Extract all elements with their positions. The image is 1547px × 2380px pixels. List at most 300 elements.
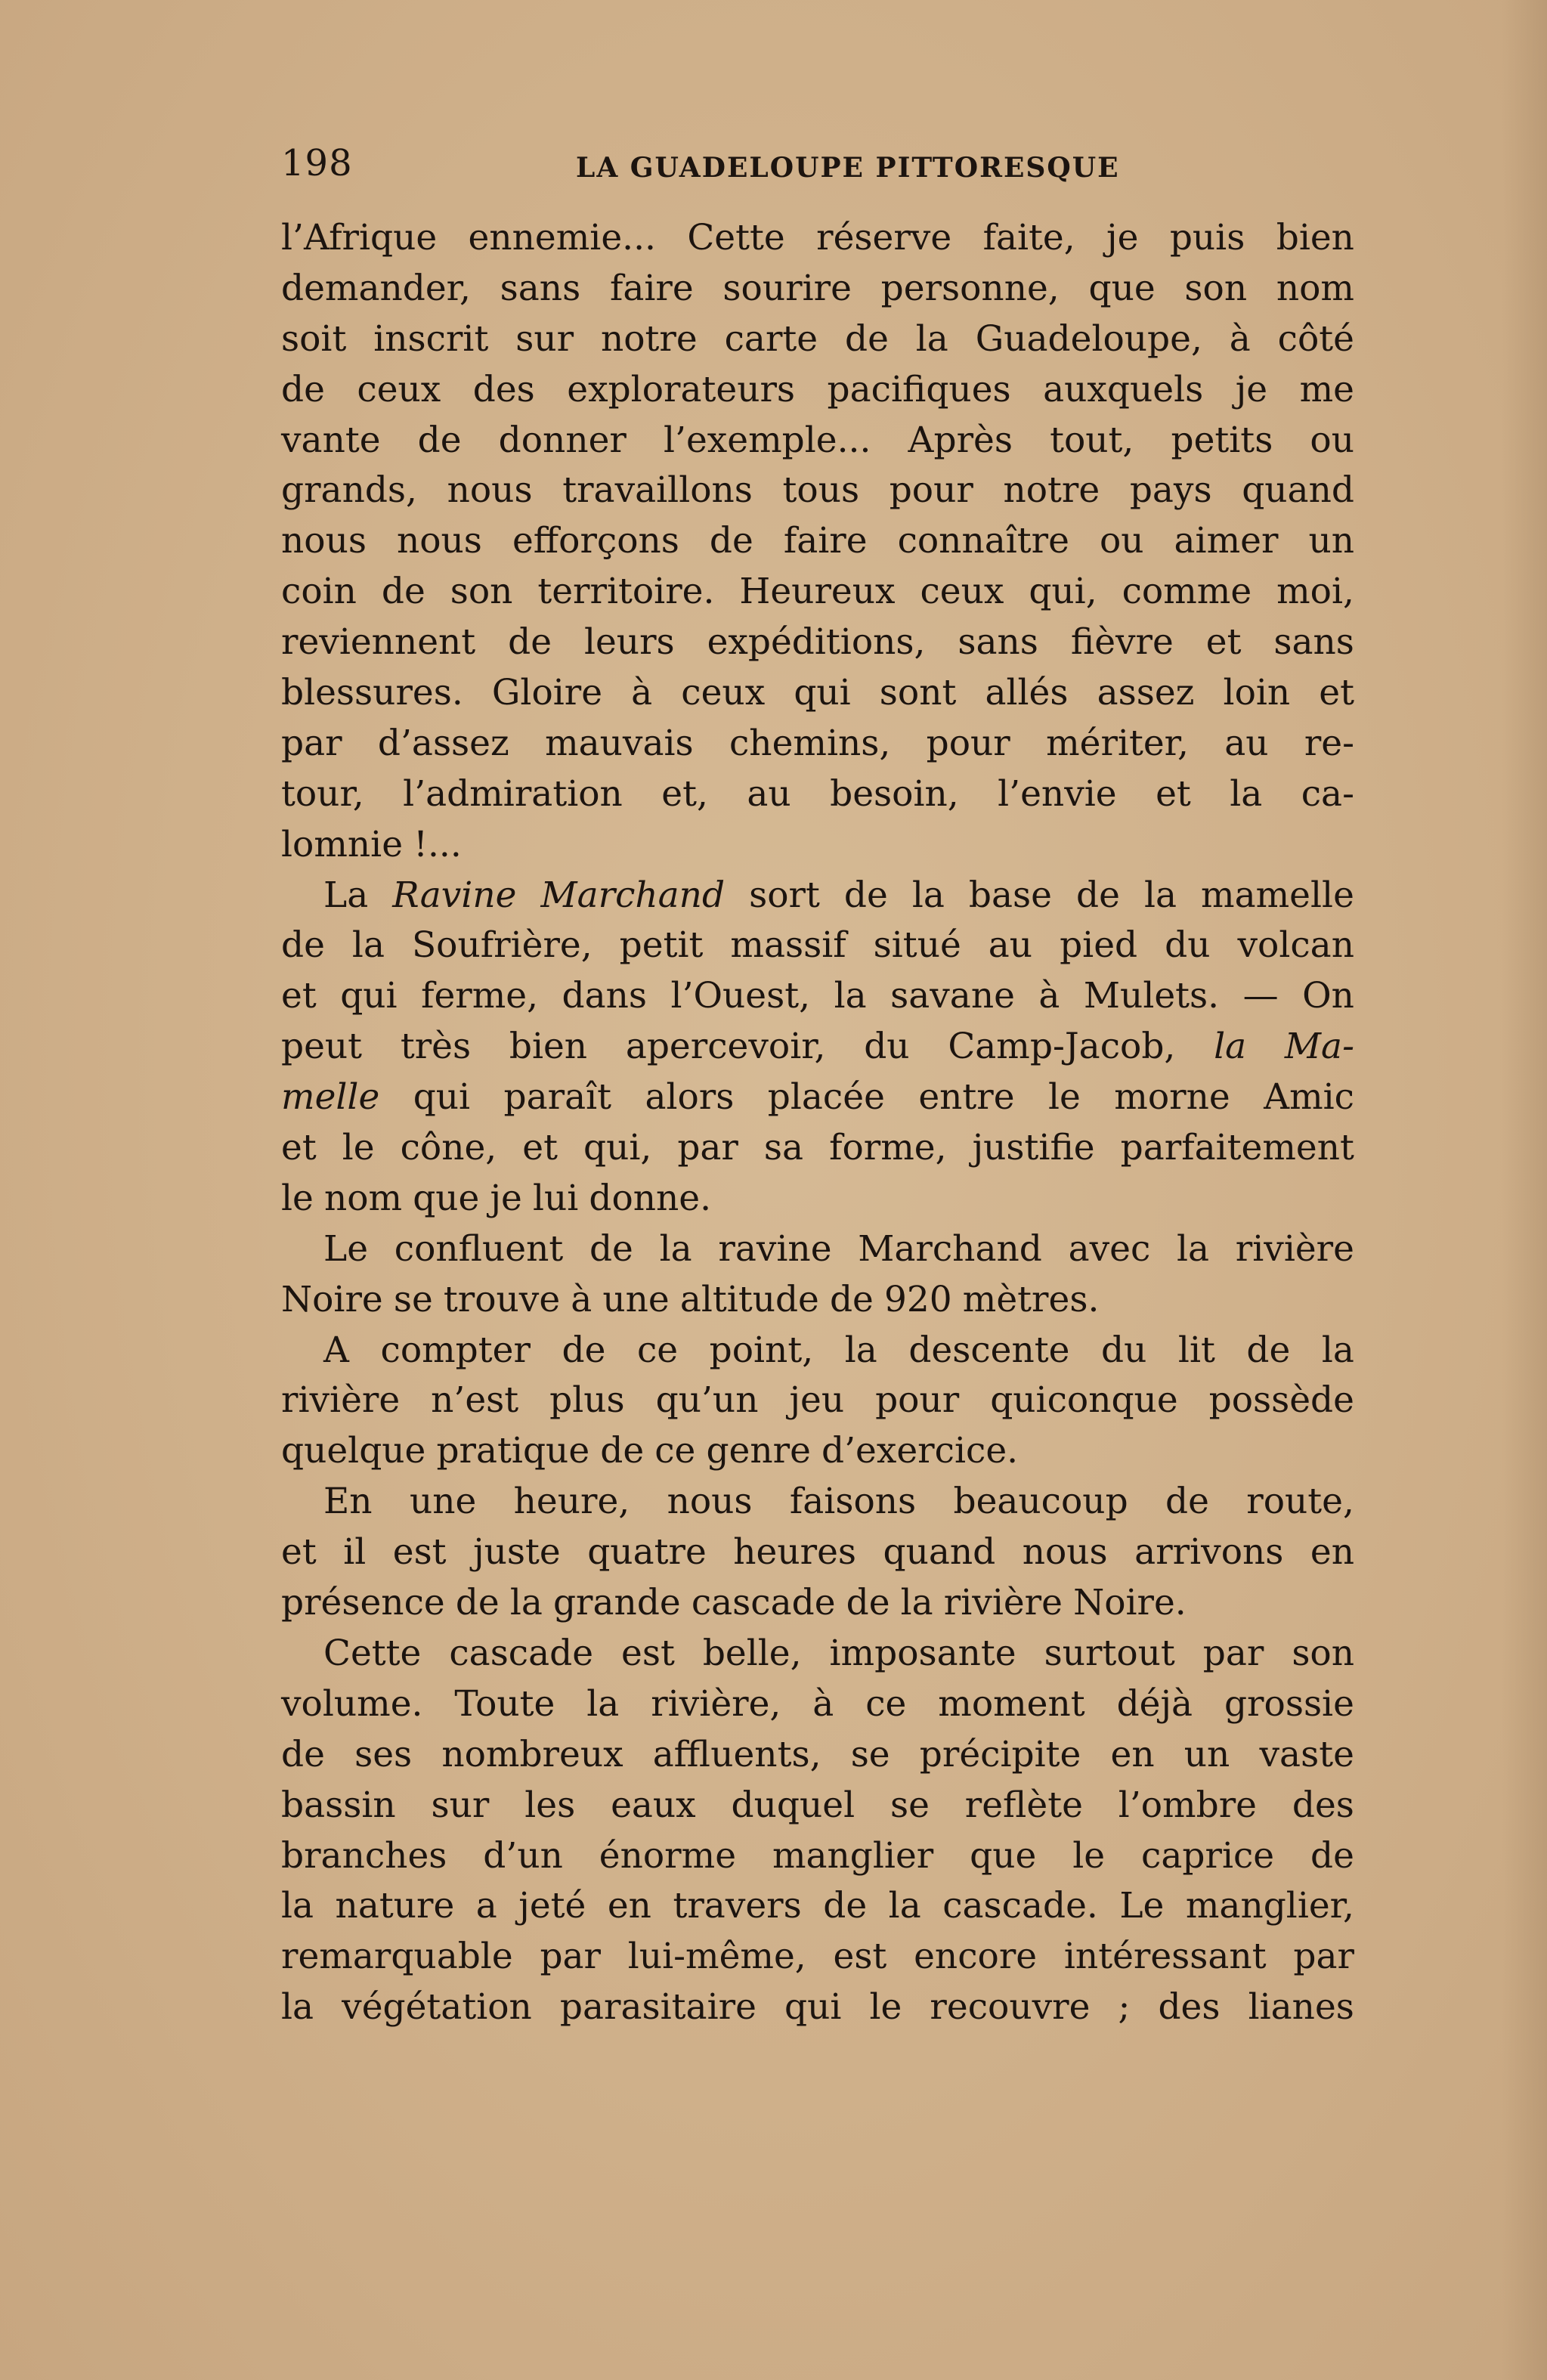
- word: le: [1072, 1834, 1106, 1877]
- word: déjà: [1116, 1682, 1193, 1725]
- word: précipite: [919, 1733, 1081, 1775]
- word: sourire: [722, 267, 852, 309]
- word: la: [509, 1582, 543, 1624]
- text-line: [281, 365, 1354, 416]
- word: ceux: [357, 368, 441, 410]
- word: point,: [709, 1329, 814, 1371]
- word: lomnie: [281, 823, 404, 865]
- word: justifie: [972, 1127, 1095, 1169]
- word: qui: [784, 1986, 842, 2029]
- word: du: [1165, 924, 1211, 967]
- word: la: [844, 1329, 877, 1371]
- word: personne,: [880, 267, 1060, 309]
- word: Noire.: [1073, 1582, 1187, 1624]
- word: et,: [661, 772, 708, 815]
- word: à: [571, 1278, 593, 1320]
- word: à: [812, 1682, 834, 1725]
- word: savane: [890, 975, 1015, 1017]
- word: se: [393, 1278, 433, 1320]
- word: la: [1143, 874, 1177, 916]
- text-line: [281, 1376, 1354, 1426]
- word: n’est: [431, 1379, 519, 1422]
- word: de: [417, 419, 462, 461]
- word: par: [540, 1936, 602, 1978]
- word: une: [602, 1278, 670, 1320]
- word: avec: [1068, 1227, 1151, 1270]
- word: nom: [1276, 267, 1354, 309]
- word: de: [846, 1582, 890, 1624]
- word: pacifiques: [827, 368, 1011, 410]
- word: nature: [335, 1885, 455, 1927]
- text-line: [281, 719, 1354, 769]
- word: nous: [447, 469, 533, 512]
- word: cascade: [449, 1632, 594, 1674]
- word: mètres.: [962, 1278, 1100, 1320]
- word: heure,: [513, 1481, 630, 1523]
- word: ou: [1310, 419, 1354, 461]
- word: chemins,: [729, 722, 891, 764]
- word: bassin: [281, 1784, 396, 1826]
- word: tout,: [1050, 419, 1134, 461]
- word: faite,: [982, 217, 1075, 258]
- word: reviennent: [281, 621, 476, 664]
- text-line: [281, 1578, 1354, 1629]
- word: la: [915, 317, 948, 360]
- word: travers: [673, 1885, 802, 1927]
- word: sans: [958, 621, 1038, 664]
- word: Camp-Jacob,: [948, 1026, 1176, 1068]
- word: de: [1310, 1834, 1354, 1877]
- word: d’un: [483, 1834, 563, 1877]
- word: a: [475, 1885, 497, 1927]
- word: de: [281, 1733, 325, 1775]
- word: par: [281, 722, 342, 764]
- text-line: [281, 1477, 1354, 1527]
- word: et: [1319, 672, 1354, 714]
- word: l’exemple...: [664, 419, 871, 461]
- text-line: [281, 1123, 1354, 1174]
- text-line: [281, 466, 1354, 516]
- text-line: [281, 567, 1354, 617]
- word: ceux: [681, 672, 766, 714]
- text-line: [281, 1527, 1354, 1578]
- word: forme,: [829, 1127, 947, 1169]
- word: l’envie: [998, 772, 1117, 815]
- word: en: [607, 1885, 651, 1927]
- word: que: [970, 1834, 1037, 1877]
- text-line: [281, 416, 1354, 466]
- word: la: [1321, 1329, 1354, 1371]
- text-line: [281, 1982, 1354, 2033]
- text-line: [281, 1224, 1354, 1275]
- word: donne.: [589, 1177, 712, 1219]
- word: rivière: [281, 1379, 401, 1422]
- word: trouve: [443, 1278, 561, 1320]
- word: situé: [873, 924, 961, 967]
- word: moi,: [1276, 571, 1354, 613]
- word: connaître: [897, 520, 1069, 562]
- text-line: [281, 769, 1354, 820]
- word: travaillons: [562, 469, 753, 512]
- word: rivière: [943, 1582, 1063, 1624]
- word: pratique: [436, 1430, 590, 1472]
- word: des: [1158, 1986, 1221, 2029]
- word: énorme: [599, 1834, 737, 1877]
- word: coin: [281, 571, 357, 613]
- word: besoin,: [830, 772, 959, 815]
- word: la: [1230, 772, 1263, 815]
- word: heures: [733, 1531, 857, 1574]
- word: les: [524, 1784, 576, 1826]
- word: son: [450, 571, 513, 613]
- word: nom: [323, 1177, 403, 1219]
- word: en: [1310, 1531, 1354, 1574]
- word: au: [988, 924, 1033, 967]
- word: altitude: [679, 1278, 819, 1320]
- word: surtout: [1044, 1632, 1175, 1674]
- word: branches: [281, 1834, 447, 1877]
- word: sort: [749, 874, 820, 916]
- word: remarquable: [281, 1936, 513, 1978]
- word: quiconque: [990, 1379, 1178, 1422]
- word: mauvais: [545, 722, 694, 764]
- word: la: [281, 1885, 314, 1927]
- word: sur: [431, 1784, 490, 1826]
- word: la: [900, 1582, 933, 1624]
- word: cascade.: [942, 1885, 1098, 1927]
- running-title: LA GUADELOUPE PITTORESQUE: [576, 152, 1120, 184]
- word: en: [1110, 1733, 1155, 1775]
- word: est: [621, 1632, 675, 1674]
- word: par: [1293, 1936, 1354, 1978]
- word: je: [1106, 217, 1139, 258]
- word: carte: [724, 317, 818, 360]
- word: au: [747, 772, 791, 815]
- word: qui: [413, 1076, 471, 1119]
- text-line: [281, 1629, 1354, 1679]
- text-line: [281, 871, 1354, 921]
- word: Cette: [687, 217, 785, 258]
- word: Amic: [1264, 1076, 1354, 1119]
- word: cône,: [400, 1127, 497, 1169]
- text-line: [281, 1072, 1354, 1123]
- word: le: [342, 1127, 375, 1169]
- word: au: [1224, 722, 1269, 764]
- word: !...: [413, 823, 462, 865]
- word: pays: [1129, 469, 1212, 512]
- word: aimer: [1174, 520, 1279, 562]
- word: auxquels: [1043, 368, 1204, 410]
- word: loin: [1223, 672, 1291, 714]
- word: melle: [281, 1076, 380, 1119]
- text-line: [281, 1881, 1354, 1932]
- word: par: [1202, 1632, 1264, 1674]
- word: la: [1214, 1026, 1247, 1068]
- word: manglier: [772, 1834, 934, 1877]
- page-edge-shadow: [1502, 0, 1547, 2380]
- word: eaux: [611, 1784, 696, 1826]
- word: explorateurs: [567, 368, 796, 410]
- word: nous: [1022, 1531, 1108, 1574]
- word: lui-même,: [627, 1936, 806, 1978]
- word: allés: [985, 672, 1069, 714]
- word: descente: [908, 1329, 1070, 1371]
- word: de: [1165, 1481, 1209, 1523]
- word: moment: [938, 1682, 1085, 1725]
- word: nombreux: [441, 1733, 623, 1775]
- word: tous: [782, 469, 860, 512]
- word: des: [1292, 1784, 1354, 1826]
- word: ce: [654, 1430, 696, 1472]
- word: Marchand: [540, 874, 726, 916]
- word: mamelle: [1201, 874, 1354, 916]
- word: arrivons: [1134, 1531, 1284, 1574]
- word: belle,: [702, 1632, 802, 1674]
- word: à: [631, 672, 653, 714]
- word: nous: [281, 520, 367, 562]
- word: Soufrière,: [411, 924, 593, 967]
- word: placée: [767, 1076, 885, 1119]
- word: alors: [645, 1076, 735, 1119]
- word: La: [323, 874, 369, 916]
- word: que: [413, 1177, 480, 1219]
- word: de: [281, 368, 325, 410]
- word: Marchand: [858, 1227, 1042, 1270]
- word: —: [1242, 975, 1279, 1017]
- word: mériter,: [1046, 722, 1189, 764]
- word: de: [281, 924, 325, 967]
- word: côté: [1277, 317, 1354, 360]
- word: pour: [889, 469, 973, 512]
- word: l’admiration: [403, 772, 623, 815]
- word: je: [1235, 368, 1268, 410]
- word: se: [890, 1784, 930, 1826]
- word: son: [1292, 1632, 1354, 1674]
- word: imposante: [829, 1632, 1016, 1674]
- word: d’assez: [377, 722, 509, 764]
- word: et: [522, 1127, 558, 1169]
- word: peut: [281, 1026, 363, 1068]
- word: efforçons: [512, 520, 679, 562]
- page-header: [281, 142, 1354, 187]
- word: Gloire: [491, 672, 603, 714]
- word: Toute: [454, 1682, 555, 1725]
- word: ;: [1118, 1986, 1131, 2029]
- word: quelque: [281, 1430, 426, 1472]
- word: je: [490, 1177, 522, 1219]
- word: ca-: [1301, 772, 1354, 815]
- text-line: [281, 264, 1354, 314]
- word: Noire: [281, 1278, 383, 1320]
- page-number: 198: [281, 142, 353, 184]
- word: pour: [926, 722, 1010, 764]
- word: de: [843, 874, 888, 916]
- word: vante: [281, 419, 381, 461]
- text-line: [281, 617, 1354, 668]
- word: re-: [1304, 722, 1354, 764]
- word: plus: [549, 1379, 625, 1422]
- word: grossie: [1224, 1682, 1354, 1725]
- word: vaste: [1259, 1733, 1354, 1775]
- word: la: [586, 1682, 620, 1725]
- word: grands,: [281, 469, 417, 512]
- word: intéressant: [1063, 1936, 1267, 1978]
- word: qui,: [583, 1127, 652, 1169]
- word: le: [1048, 1076, 1081, 1119]
- word: de: [562, 1329, 606, 1371]
- word: qu’un: [655, 1379, 759, 1422]
- text-line: [281, 1326, 1354, 1376]
- word: sans: [500, 267, 581, 309]
- word: Ravine: [392, 874, 517, 916]
- word: notre: [1003, 469, 1100, 512]
- word: base: [968, 874, 1052, 916]
- word: entre: [918, 1076, 1015, 1119]
- word: ce: [865, 1682, 907, 1725]
- word: massif: [730, 924, 846, 967]
- word: pour: [875, 1379, 960, 1422]
- word: ferme,: [421, 975, 539, 1017]
- word: reflète: [964, 1784, 1083, 1826]
- text-line: [281, 1679, 1354, 1730]
- word: petits: [1171, 419, 1273, 461]
- word: un: [1308, 520, 1354, 562]
- word: jeté: [518, 1885, 586, 1927]
- word: volcan: [1237, 924, 1354, 967]
- word: On: [1302, 975, 1354, 1017]
- word: Le: [1119, 1885, 1165, 1927]
- word: Guadeloupe,: [975, 317, 1202, 360]
- word: la: [351, 924, 385, 967]
- word: route,: [1246, 1481, 1354, 1523]
- word: la: [834, 975, 867, 1017]
- word: à: [1038, 975, 1060, 1017]
- word: affluents,: [652, 1733, 821, 1775]
- word: de: [709, 520, 753, 562]
- word: de: [455, 1582, 500, 1624]
- word: quand: [1242, 469, 1354, 512]
- word: bien: [509, 1026, 588, 1068]
- body-text: [281, 213, 1354, 2033]
- word: genre: [706, 1430, 811, 1472]
- word: lui: [532, 1177, 579, 1219]
- word: son: [1184, 267, 1248, 309]
- word: assez: [1097, 672, 1195, 714]
- word: En: [323, 1481, 373, 1523]
- word: de: [829, 1278, 874, 1320]
- word: par: [677, 1127, 738, 1169]
- word: est: [833, 1936, 887, 1978]
- text-line: [281, 1932, 1354, 1982]
- word: A: [323, 1329, 349, 1371]
- word: jeu: [789, 1379, 845, 1422]
- word: d’exercice.: [821, 1430, 1019, 1472]
- word: de: [381, 571, 425, 613]
- word: grande: [552, 1582, 681, 1624]
- text-line: [281, 516, 1354, 567]
- word: réserve: [816, 217, 952, 258]
- word: soit: [281, 317, 347, 360]
- word: ravine: [718, 1227, 832, 1270]
- word: le: [281, 1177, 314, 1219]
- text-line: [281, 1781, 1354, 1831]
- word: et: [1205, 621, 1242, 664]
- word: fièvre: [1070, 621, 1174, 664]
- word: ennemie...: [468, 217, 656, 258]
- word: petit: [619, 924, 704, 967]
- word: juste: [473, 1531, 561, 1574]
- word: 920: [883, 1278, 952, 1320]
- word: volume.: [281, 1682, 423, 1725]
- word: bien: [1276, 217, 1354, 258]
- word: et: [1156, 772, 1191, 815]
- word: nous: [396, 520, 482, 562]
- word: est: [392, 1531, 447, 1574]
- word: le: [869, 1986, 902, 2029]
- word: et: [281, 1127, 317, 1169]
- word: quand: [883, 1531, 996, 1574]
- word: rivière: [1235, 1227, 1354, 1270]
- word: Le: [323, 1227, 369, 1270]
- word: dans: [562, 975, 648, 1017]
- word: Ma-: [1284, 1026, 1354, 1068]
- word: qui: [794, 672, 851, 714]
- text-line: [281, 1275, 1354, 1326]
- word: du: [1101, 1329, 1147, 1371]
- word: ce: [636, 1329, 679, 1371]
- word: morne: [1114, 1076, 1230, 1119]
- word: Cette: [323, 1632, 422, 1674]
- word: beaucoup: [953, 1481, 1128, 1523]
- word: demander,: [281, 267, 471, 309]
- word: à: [1229, 317, 1251, 360]
- word: la: [888, 1885, 921, 1927]
- text-line: [281, 1174, 1354, 1224]
- word: de: [823, 1885, 868, 1927]
- text-line: [281, 1426, 1354, 1477]
- word: paraît: [503, 1076, 612, 1119]
- text-line: [281, 314, 1354, 365]
- word: faire: [783, 520, 868, 562]
- word: ceux: [920, 571, 1004, 613]
- word: se: [850, 1733, 890, 1775]
- word: la: [1177, 1227, 1210, 1270]
- word: Mulets.: [1083, 975, 1220, 1017]
- word: sans: [1273, 621, 1354, 664]
- word: puis: [1169, 217, 1245, 258]
- word: et: [281, 1531, 317, 1574]
- word: duquel: [731, 1784, 855, 1826]
- word: me: [1299, 368, 1354, 410]
- word: recouvre: [930, 1986, 1091, 2029]
- text-line: [281, 1831, 1354, 1882]
- word: l’Ouest,: [670, 975, 811, 1017]
- word: possède: [1208, 1379, 1354, 1422]
- word: de: [508, 621, 552, 664]
- text-line: [281, 971, 1354, 1022]
- word: pied: [1060, 924, 1138, 967]
- text-line: [281, 820, 1354, 871]
- word: rivière,: [651, 1682, 781, 1725]
- word: du: [864, 1026, 910, 1068]
- word: de: [600, 1430, 645, 1472]
- word: il: [343, 1531, 367, 1574]
- word: une: [409, 1481, 477, 1523]
- word: végétation: [342, 1986, 532, 2029]
- word: l’Afrique: [281, 217, 438, 258]
- word: lianes: [1248, 1986, 1354, 2029]
- word: la: [281, 1986, 314, 2029]
